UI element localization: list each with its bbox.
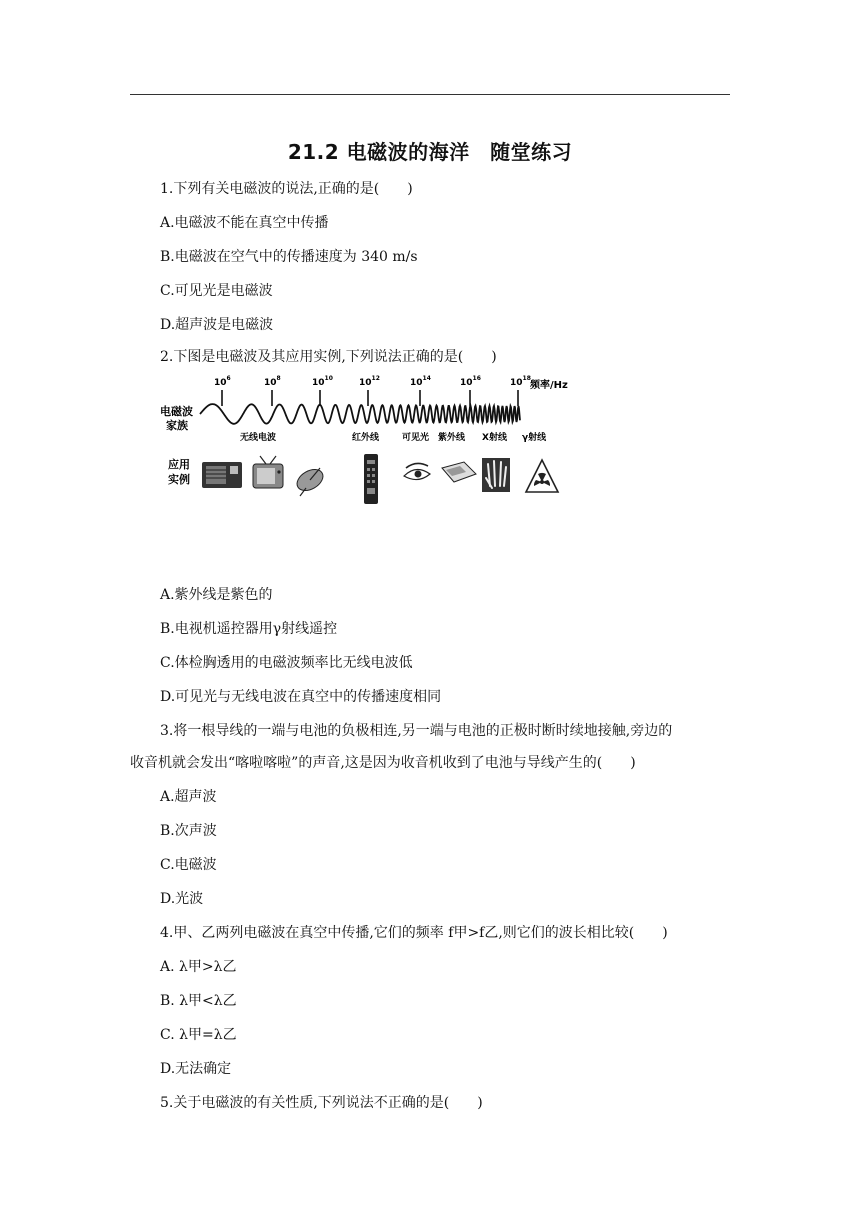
q2-option-a: A.紫外线是紫色的 — [160, 587, 273, 603]
remote-control-icon — [364, 454, 378, 504]
q3-option-d: D.光波 — [160, 891, 204, 907]
band-ultraviolet: 紫外线 — [438, 433, 466, 443]
page-title: 21.2 电磁波的海洋 随堂练习 — [287, 140, 573, 164]
tick-label-1e8: $10^8$ — [264, 375, 281, 388]
tick-label-1e12: $10^{12}$ — [359, 375, 380, 388]
band-radio: 无线电波 — [240, 433, 277, 443]
q5-stem: 5.关于电磁波的有关性质,下列说法不正确的是( ) — [160, 1095, 483, 1111]
tick-label-1e16: $10^{16}$ — [460, 375, 481, 388]
band-infrared: 红外线 — [352, 433, 380, 443]
q1-stem: 1.下列有关电磁波的说法,正确的是( ) — [160, 181, 413, 197]
q4-option-c: C. λ甲=λ乙 — [160, 1027, 237, 1043]
radiation-warning-icon — [526, 460, 558, 492]
q2-option-d: D.可见光与无线电波在真空中的传播速度相同 — [160, 689, 442, 705]
q3-option-a: A.超声波 — [160, 789, 217, 805]
freq-unit-label: 频率/Hz — [530, 380, 568, 391]
band-visible: 可见光 — [402, 433, 430, 443]
q3-option-c: C.电磁波 — [160, 857, 217, 873]
eye-icon — [404, 463, 430, 479]
tick-label-1e18: $10^{18}$ — [510, 375, 531, 388]
q1-option-c: C.可见光是电磁波 — [160, 283, 273, 299]
row-label-example-1: 应用 — [168, 458, 190, 471]
row-label-family-1: 电磁波 — [160, 405, 193, 418]
tv-icon — [253, 456, 283, 488]
band-gamma: γ射线 — [522, 433, 547, 443]
row-label-example-2: 实例 — [168, 473, 190, 486]
radio-icon — [202, 462, 242, 488]
q4-option-b: B. λ甲<λ乙 — [160, 993, 237, 1009]
q2-option-c: C.体检胸透用的电磁波频率比无线电波低 — [160, 655, 413, 671]
q3-stem-line1: 3.将一根导线的一端与电池的负极相连,另一端与电池的正极时断时续地接触,旁边的 — [160, 723, 673, 739]
q2-option-b: B.电视机遥控器用γ射线遥控 — [160, 621, 338, 637]
tick-label-1e14: $10^{14}$ — [410, 375, 431, 388]
em-spectrum-figure — [160, 370, 600, 518]
uv-device-icon — [442, 462, 476, 482]
q1-option-a: A.电磁波不能在真空中传播 — [160, 215, 329, 231]
tick-label-1e6: $10^6$ — [214, 375, 231, 388]
q4-option-d: D.无法确定 — [160, 1061, 232, 1077]
band-xray: X射线 — [482, 433, 507, 443]
em-wave-curve — [200, 404, 520, 424]
q3-stem-line2: 收音机就会发出“喀啦喀啦”的声音,这是因为收音机收到了电池与导线产生的( ) — [130, 755, 636, 771]
q1-option-b: B.电磁波在空气中的传播速度为 340 m/s — [160, 249, 418, 265]
q4-option-a: A. λ甲>λ乙 — [160, 959, 237, 975]
header-rule — [130, 94, 730, 95]
q1-option-d: D.超声波是电磁波 — [160, 317, 274, 333]
row-label-family-2: 家族 — [166, 419, 188, 432]
q2-stem: 2.下图是电磁波及其应用实例,下列说法正确的是( ) — [160, 349, 497, 365]
q3-option-b: B.次声波 — [160, 823, 217, 839]
satellite-dish-icon — [293, 465, 326, 496]
q4-stem: 4.甲、乙两列电磁波在真空中传播,它们的频率 f甲>f乙,则它们的波长相比较( ) — [160, 925, 668, 941]
tick-label-1e10: $10^{10}$ — [312, 375, 333, 388]
xray-hand-icon — [482, 458, 510, 492]
